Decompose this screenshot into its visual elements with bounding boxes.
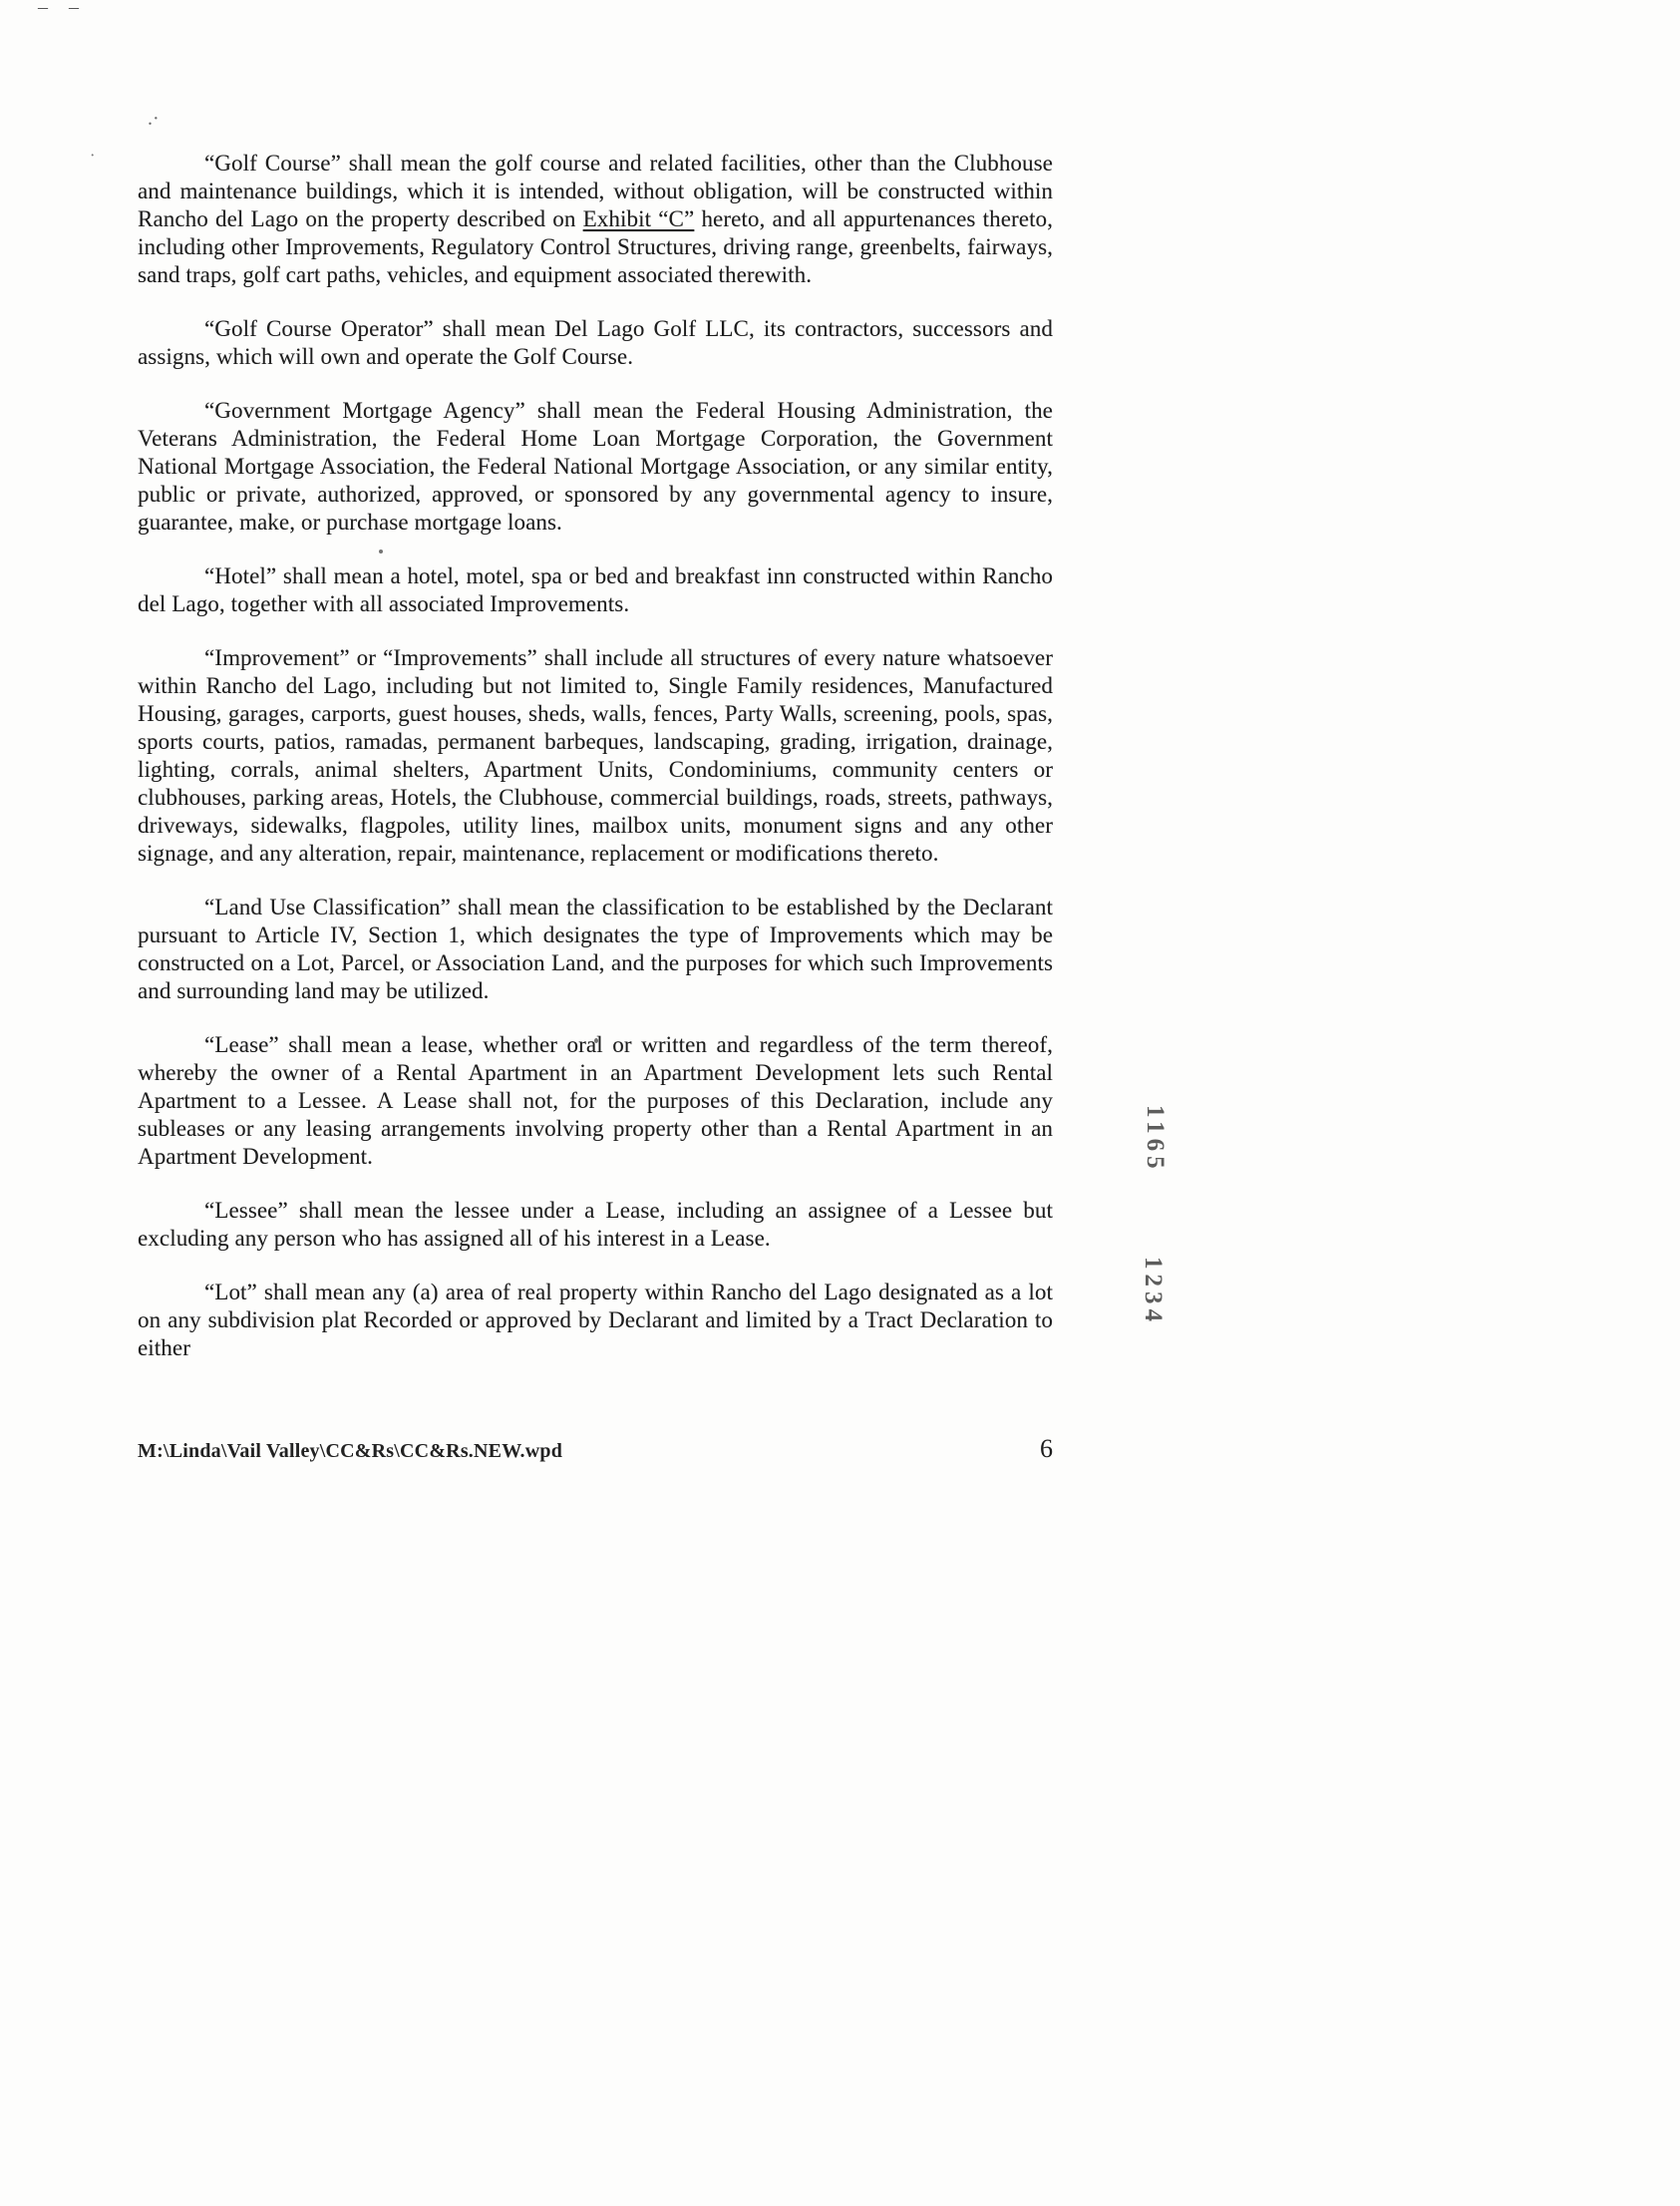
margin-stamp-number-bottom: 1234: [1140, 1257, 1167, 1326]
footer-file-path: M:\Linda\Vail Valley\CC&Rs\CC&Rs.NEW.wpd: [138, 1440, 563, 1462]
definition-paragraph: [138, 894, 1053, 1005]
paragraph-text: “Lot” shall mean any (a) area of real property within Rancho del Lago designated as a lot on any subdivision plat Recorded or approved by Declarant and limited by a Tract Declaration to either: [138, 1280, 1053, 1360]
definitions-body: [138, 150, 1053, 1388]
page-number: 6: [1040, 1434, 1053, 1463]
paragraph-text: “Lessee” shall mean the lessee under a Lease, including an assignee of a Lessee but excluding any person who has assigned all of his interest in a Lease.: [138, 1198, 1053, 1251]
definition-paragraph: [138, 150, 1053, 289]
scan-artifact-mark: .·: [148, 108, 160, 130]
paragraph-text: “Hotel” shall mean a hotel, motel, spa or bed and breakfast inn constructed within Rancho del Lago, together with all associated Improvements.: [138, 563, 1053, 616]
definition-paragraph: [138, 644, 1053, 868]
page-footer: [138, 1434, 1053, 1464]
scan-artifact-mark: ·: [87, 145, 98, 166]
paragraph-text: “Government Mortgage Agency” shall mean the Federal Housing Administration, the Veterans Administration, the Federal Home Loan Mortgage Corporation, the Government National Mortgage Association, the Federal National Mortgage Association, or any similar entity, public or private, authorized, approved, or sponsored by any governmental agency to insure, guarantee, make, or purchase mortgage loans.: [138, 398, 1053, 535]
paragraph-text: “Improvement” or “Improvements” shall include all structures of every nature whatsoever within Rancho del Lago, including but not limited to, Single Family residences, Manufactured Housing, garages, carports, guest houses, sheds, walls, fences, Party Walls, screening, pools, spas, sports courts, patios, ramadas, permanent barbeques, landscaping, grading, irrigation, drainage, lighting, corrals, animal shelters, Apartment Units, Condominiums, community centers or clubhouses, parking areas, Hotels, the Clubhouse, commercial buildings, roads, streets, pathways, driveways, sidewalks, flagpoles, utility lines, mailbox units, monument signs and any other signage, and any alteration, repair, maintenance, replacement or modifications thereto.: [138, 645, 1053, 866]
paragraph-text: “Lease” shall mean a lease, whether oral or written and regardless of the term thereof, whereby the owner of a Rental Apartment in an Apartment Development lets such Rental Apartment to a Lessee. A Lease shall not, for the purposes of this Declaration, include any subleases or any leasing arrangements involving property other than a Rental Apartment in an Apartment Development.: [138, 1032, 1053, 1169]
underlined-exhibit-reference: Exhibit “C”: [582, 206, 695, 231]
paragraph-text: hereto, and all appurtenances thereto, including other Improvements, Regulatory Control Structures, driving range, greenbelts, fairways, sand traps, golf cart paths, vehicles, and equipment associated therewith.: [138, 206, 1054, 287]
margin-stamp-number-top: 1165: [1142, 1105, 1169, 1174]
paragraph-text: “Golf Course Operator” shall mean Del Lago Golf LLC, its contractors, successors and assigns, which will own and operate the Golf Course.: [138, 316, 1053, 369]
definition-paragraph: [138, 1279, 1053, 1362]
definition-paragraph: [138, 315, 1053, 371]
paragraph-text: “Golf Course” shall mean the golf course and related facilities, other than the Clubhouse and maintenance buildings, which it is intended, without obligation, will be constructed within Rancho del Lago on the property described on: [138, 151, 1053, 231]
paragraph-text: “Land Use Classification” shall mean the classification to be established by the Declarant pursuant to Article IV, Section 1, which designates the type of Improvements which may be constructed on a Lot, Parcel, or Association Land, and the purposes for which such Improvements and surrounding land may be utilized.: [138, 895, 1053, 1003]
definition-paragraph: [138, 562, 1053, 618]
definition-paragraph: [138, 1197, 1053, 1253]
definition-paragraph: [138, 1031, 1053, 1171]
scan-artifact-dashes: – –: [38, 0, 87, 18]
definition-paragraph: [138, 397, 1053, 537]
